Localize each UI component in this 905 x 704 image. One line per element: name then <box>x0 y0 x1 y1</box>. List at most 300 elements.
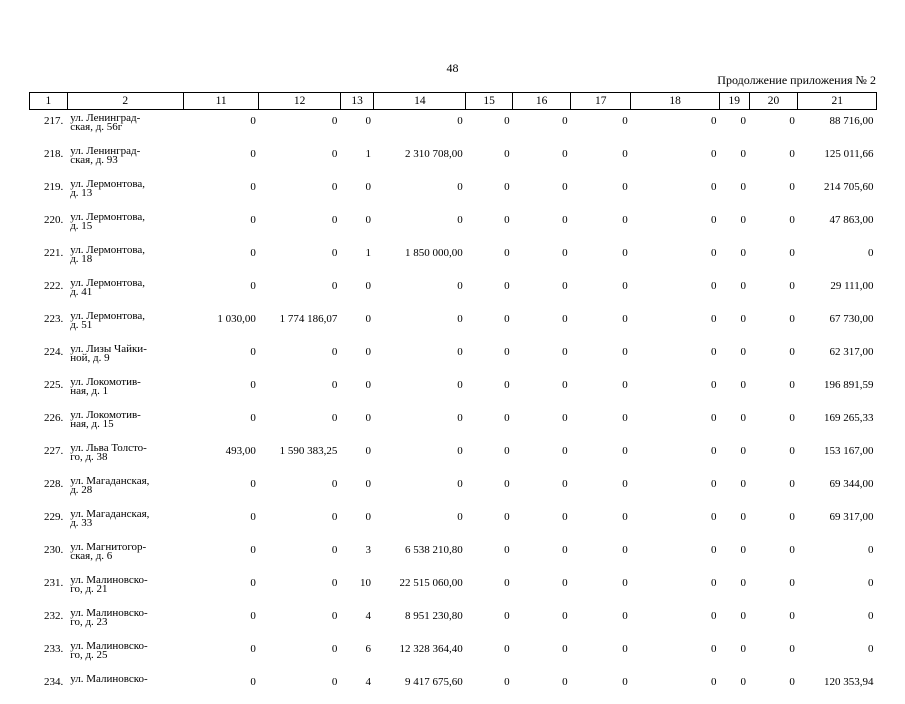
value-cell-col-16: 0 <box>513 275 571 308</box>
value-cell-col-20: 0 <box>749 374 798 407</box>
value-cell-col-21: 0 <box>798 539 877 572</box>
row-number: 217. <box>30 110 68 144</box>
value-cell-col-12: 0 <box>259 143 341 176</box>
value-cell-col-21: 169 265,33 <box>798 407 877 440</box>
address-cell <box>67 341 183 374</box>
value-cell-col-15: 0 <box>466 671 513 704</box>
value-cell-col-14: 6 538 210,80 <box>374 539 466 572</box>
value-cell-col-11: 0 <box>183 275 258 308</box>
value-cell-col-12: 0 <box>259 341 341 374</box>
table-row <box>30 275 877 308</box>
address-line: ул. Магаданская, <box>70 477 180 486</box>
value-cell-col-19: 0 <box>719 638 749 671</box>
value-cell-col-16: 0 <box>513 539 571 572</box>
value-cell-col-15: 0 <box>466 143 513 176</box>
value-cell-col-12: 0 <box>259 572 341 605</box>
value-cell-col-13: 6 <box>340 638 374 671</box>
value-cell-col-20: 0 <box>749 605 798 638</box>
table-row <box>30 176 877 209</box>
value-cell-col-19: 0 <box>719 209 749 242</box>
address-line: д. 15 <box>70 222 180 231</box>
value-cell-col-19: 0 <box>719 308 749 341</box>
value-cell-col-16: 0 <box>513 242 571 275</box>
value-cell-col-16: 0 <box>513 572 571 605</box>
value-cell-col-21: 196 891,59 <box>798 374 877 407</box>
value-cell-col-13: 0 <box>340 308 374 341</box>
value-cell-col-21: 62 317,00 <box>798 341 877 374</box>
value-cell-col-11: 0 <box>183 341 258 374</box>
value-cell-col-11: 0 <box>183 605 258 638</box>
address-line: ная, д. 15 <box>70 420 180 429</box>
value-cell-col-18: 0 <box>631 176 720 209</box>
table-row <box>30 638 877 671</box>
address-line: д. 33 <box>70 519 180 528</box>
value-cell-col-17: 0 <box>571 308 631 341</box>
value-cell-col-18: 0 <box>631 407 720 440</box>
value-cell-col-15: 0 <box>466 176 513 209</box>
value-cell-col-12: 0 <box>259 407 341 440</box>
table-row <box>30 308 877 341</box>
address-line: го, д. 38 <box>70 453 180 462</box>
value-cell-col-11: 0 <box>183 407 258 440</box>
address-line: д. 13 <box>70 189 180 198</box>
value-cell-col-17: 0 <box>571 407 631 440</box>
value-cell-col-19: 0 <box>719 242 749 275</box>
value-cell-col-16: 0 <box>513 374 571 407</box>
value-cell-col-17: 0 <box>571 506 631 539</box>
column-header: 16 <box>513 93 571 110</box>
value-cell-col-14: 0 <box>374 407 466 440</box>
address-line: ул. Лермонтова, <box>70 180 180 189</box>
address-cell <box>67 539 183 572</box>
continuation-label: Продолжение приложения № 2 <box>717 73 876 88</box>
value-cell-col-12: 0 <box>259 539 341 572</box>
column-header: 17 <box>571 93 631 110</box>
address-line: ул. Локомотив- <box>70 378 180 387</box>
table-row <box>30 605 877 638</box>
value-cell-col-13: 1 <box>340 242 374 275</box>
value-cell-col-17: 0 <box>571 473 631 506</box>
row-number: 228. <box>30 473 68 506</box>
address-line: ул. Малиновско- <box>70 576 180 585</box>
address-line: ул. Льва Толсто- <box>70 444 180 453</box>
row-number: 227. <box>30 440 68 473</box>
address-line: ул. Магаданская, <box>70 510 180 519</box>
appendix-table <box>29 92 877 704</box>
table-row <box>30 671 877 704</box>
value-cell-col-13: 0 <box>340 473 374 506</box>
value-cell-col-21: 214 705,60 <box>798 176 877 209</box>
value-cell-col-19: 0 <box>719 605 749 638</box>
value-cell-col-11: 0 <box>183 374 258 407</box>
row-number: 225. <box>30 374 68 407</box>
table-row <box>30 473 877 506</box>
value-cell-col-11: 0 <box>183 242 258 275</box>
value-cell-col-17: 0 <box>571 638 631 671</box>
value-cell-col-18: 0 <box>631 473 720 506</box>
value-cell-col-14: 0 <box>374 506 466 539</box>
value-cell-col-14: 0 <box>374 275 466 308</box>
table-row <box>30 440 877 473</box>
value-cell-col-12: 0 <box>259 506 341 539</box>
address-cell <box>67 440 183 473</box>
value-cell-col-21: 120 353,94 <box>798 671 877 704</box>
table-row <box>30 341 877 374</box>
address-line: ул. Лермонтова, <box>70 246 180 255</box>
table-header-row <box>30 93 877 110</box>
value-cell-col-17: 0 <box>571 671 631 704</box>
address-cell <box>67 176 183 209</box>
row-number: 229. <box>30 506 68 539</box>
value-cell-col-11: 0 <box>183 506 258 539</box>
value-cell-col-16: 0 <box>513 308 571 341</box>
value-cell-col-21: 69 344,00 <box>798 473 877 506</box>
address-cell <box>67 143 183 176</box>
value-cell-col-20: 0 <box>749 440 798 473</box>
column-header: 2 <box>67 93 183 110</box>
value-cell-col-17: 0 <box>571 539 631 572</box>
value-cell-col-18: 0 <box>631 638 720 671</box>
table-row <box>30 143 877 176</box>
value-cell-col-18: 0 <box>631 308 720 341</box>
address-cell <box>67 209 183 242</box>
row-number: 232. <box>30 605 68 638</box>
value-cell-col-14: 9 417 675,60 <box>374 671 466 704</box>
value-cell-col-13: 0 <box>340 110 374 144</box>
value-cell-col-19: 0 <box>719 143 749 176</box>
value-cell-col-17: 0 <box>571 275 631 308</box>
value-cell-col-18: 0 <box>631 440 720 473</box>
value-cell-col-11: 0 <box>183 473 258 506</box>
row-number: 222. <box>30 275 68 308</box>
value-cell-col-21: 69 317,00 <box>798 506 877 539</box>
value-cell-col-15: 0 <box>466 275 513 308</box>
row-number: 221. <box>30 242 68 275</box>
value-cell-col-14: 0 <box>374 110 466 144</box>
address-line: ул. Лермонтова, <box>70 279 180 288</box>
row-number: 223. <box>30 308 68 341</box>
value-cell-col-13: 0 <box>340 407 374 440</box>
value-cell-col-17: 0 <box>571 209 631 242</box>
value-cell-col-12: 1 590 383,25 <box>259 440 341 473</box>
address-cell <box>67 605 183 638</box>
value-cell-col-16: 0 <box>513 110 571 144</box>
value-cell-col-20: 0 <box>749 572 798 605</box>
value-cell-col-15: 0 <box>466 242 513 275</box>
value-cell-col-13: 1 <box>340 143 374 176</box>
value-cell-col-21: 0 <box>798 242 877 275</box>
value-cell-col-15: 0 <box>466 638 513 671</box>
value-cell-col-13: 4 <box>340 671 374 704</box>
value-cell-col-13: 0 <box>340 209 374 242</box>
address-cell <box>67 308 183 341</box>
value-cell-col-11: 0 <box>183 110 258 144</box>
value-cell-col-16: 0 <box>513 176 571 209</box>
value-cell-col-15: 0 <box>466 539 513 572</box>
row-number: 233. <box>30 638 68 671</box>
value-cell-col-13: 10 <box>340 572 374 605</box>
value-cell-col-14: 1 850 000,00 <box>374 242 466 275</box>
table-row <box>30 407 877 440</box>
value-cell-col-12: 0 <box>259 209 341 242</box>
value-cell-col-14: 0 <box>374 440 466 473</box>
value-cell-col-14: 0 <box>374 176 466 209</box>
value-cell-col-19: 0 <box>719 407 749 440</box>
value-cell-col-13: 0 <box>340 506 374 539</box>
column-header: 21 <box>798 93 877 110</box>
value-cell-col-14: 8 951 230,80 <box>374 605 466 638</box>
column-header: 18 <box>631 93 720 110</box>
value-cell-col-20: 0 <box>749 209 798 242</box>
value-cell-col-19: 0 <box>719 671 749 704</box>
address-line: ул. Ленинград- <box>70 147 180 156</box>
address-line: ул. Лермонтова, <box>70 213 180 222</box>
value-cell-col-19: 0 <box>719 176 749 209</box>
value-cell-col-19: 0 <box>719 572 749 605</box>
value-cell-col-17: 0 <box>571 605 631 638</box>
value-cell-col-21: 153 167,00 <box>798 440 877 473</box>
value-cell-col-19: 0 <box>719 539 749 572</box>
column-header: 19 <box>719 93 749 110</box>
value-cell-col-18: 0 <box>631 671 720 704</box>
address-cell <box>67 506 183 539</box>
value-cell-col-14: 0 <box>374 209 466 242</box>
value-cell-col-19: 0 <box>719 341 749 374</box>
value-cell-col-15: 0 <box>466 308 513 341</box>
value-cell-col-18: 0 <box>631 110 720 144</box>
value-cell-col-15: 0 <box>466 407 513 440</box>
value-cell-col-14: 0 <box>374 374 466 407</box>
value-cell-col-11: 493,00 <box>183 440 258 473</box>
address-line: ная, д. 1 <box>70 387 180 396</box>
value-cell-col-11: 1 030,00 <box>183 308 258 341</box>
row-number: 231. <box>30 572 68 605</box>
table-row <box>30 110 877 144</box>
column-header: 20 <box>749 93 798 110</box>
value-cell-col-18: 0 <box>631 275 720 308</box>
row-number: 218. <box>30 143 68 176</box>
address-line: д. 28 <box>70 486 180 495</box>
value-cell-col-14: 0 <box>374 308 466 341</box>
value-cell-col-18: 0 <box>631 143 720 176</box>
value-cell-col-14: 0 <box>374 473 466 506</box>
address-line: ул. Лизы Чайки- <box>70 345 180 354</box>
value-cell-col-14: 2 310 708,00 <box>374 143 466 176</box>
row-number: 230. <box>30 539 68 572</box>
value-cell-col-16: 0 <box>513 671 571 704</box>
value-cell-col-18: 0 <box>631 341 720 374</box>
value-cell-col-18: 0 <box>631 506 720 539</box>
address-line: д. 51 <box>70 321 180 330</box>
value-cell-col-17: 0 <box>571 176 631 209</box>
value-cell-col-15: 0 <box>466 473 513 506</box>
value-cell-col-15: 0 <box>466 572 513 605</box>
value-cell-col-12: 1 774 186,07 <box>259 308 341 341</box>
value-cell-col-12: 0 <box>259 242 341 275</box>
address-line: д. 18 <box>70 255 180 264</box>
address-line: го, д. 21 <box>70 585 180 594</box>
value-cell-col-15: 0 <box>466 605 513 638</box>
column-header: 15 <box>466 93 513 110</box>
column-header: 1 <box>30 93 68 110</box>
table-row <box>30 374 877 407</box>
value-cell-col-21: 0 <box>798 572 877 605</box>
address-cell <box>67 671 183 704</box>
value-cell-col-16: 0 <box>513 440 571 473</box>
value-cell-col-14: 12 328 364,40 <box>374 638 466 671</box>
address-cell <box>67 275 183 308</box>
column-header: 12 <box>259 93 341 110</box>
value-cell-col-11: 0 <box>183 176 258 209</box>
value-cell-col-14: 0 <box>374 341 466 374</box>
value-cell-col-13: 4 <box>340 605 374 638</box>
value-cell-col-21: 0 <box>798 638 877 671</box>
value-cell-col-18: 0 <box>631 374 720 407</box>
address-line: ул. Локомотив- <box>70 411 180 420</box>
table-row <box>30 572 877 605</box>
value-cell-col-13: 0 <box>340 374 374 407</box>
value-cell-col-20: 0 <box>749 671 798 704</box>
value-cell-col-20: 0 <box>749 242 798 275</box>
value-cell-col-12: 0 <box>259 275 341 308</box>
value-cell-col-12: 0 <box>259 638 341 671</box>
value-cell-col-15: 0 <box>466 341 513 374</box>
value-cell-col-19: 0 <box>719 374 749 407</box>
value-cell-col-21: 67 730,00 <box>798 308 877 341</box>
row-number: 226. <box>30 407 68 440</box>
table-row <box>30 539 877 572</box>
value-cell-col-20: 0 <box>749 638 798 671</box>
value-cell-col-11: 0 <box>183 209 258 242</box>
value-cell-col-12: 0 <box>259 110 341 144</box>
address-line: ская, д. 6 <box>70 552 180 561</box>
value-cell-col-18: 0 <box>631 242 720 275</box>
address-line: ул. Малиновско- <box>70 675 180 684</box>
value-cell-col-20: 0 <box>749 275 798 308</box>
table-body <box>30 110 877 704</box>
value-cell-col-16: 0 <box>513 407 571 440</box>
row-number: 234. <box>30 671 68 704</box>
address-cell <box>67 473 183 506</box>
value-cell-col-16: 0 <box>513 143 571 176</box>
address-cell <box>67 110 183 144</box>
value-cell-col-13: 3 <box>340 539 374 572</box>
value-cell-col-13: 0 <box>340 440 374 473</box>
value-cell-col-21: 88 716,00 <box>798 110 877 144</box>
row-number: 224. <box>30 341 68 374</box>
value-cell-col-15: 0 <box>466 440 513 473</box>
value-cell-col-15: 0 <box>466 374 513 407</box>
address-line: го, д. 23 <box>70 618 180 627</box>
table-row <box>30 242 877 275</box>
value-cell-col-20: 0 <box>749 176 798 209</box>
table-row <box>30 209 877 242</box>
address-line: ская, д. 93 <box>70 156 180 165</box>
value-cell-col-16: 0 <box>513 473 571 506</box>
value-cell-col-13: 0 <box>340 275 374 308</box>
value-cell-col-17: 0 <box>571 143 631 176</box>
value-cell-col-21: 47 863,00 <box>798 209 877 242</box>
value-cell-col-12: 0 <box>259 605 341 638</box>
value-cell-col-18: 0 <box>631 539 720 572</box>
value-cell-col-17: 0 <box>571 242 631 275</box>
address-cell <box>67 407 183 440</box>
column-header: 14 <box>374 93 466 110</box>
value-cell-col-13: 0 <box>340 176 374 209</box>
column-header: 13 <box>340 93 374 110</box>
value-cell-col-11: 0 <box>183 671 258 704</box>
address-line: ул. Малиновско- <box>70 609 180 618</box>
value-cell-col-16: 0 <box>513 506 571 539</box>
value-cell-col-14: 22 515 060,00 <box>374 572 466 605</box>
column-header: 11 <box>183 93 258 110</box>
address-line: ул. Ленинград- <box>70 114 180 123</box>
value-cell-col-18: 0 <box>631 605 720 638</box>
address-line: д. 41 <box>70 288 180 297</box>
value-cell-col-17: 0 <box>571 440 631 473</box>
address-cell <box>67 374 183 407</box>
value-cell-col-20: 0 <box>749 539 798 572</box>
value-cell-col-18: 0 <box>631 209 720 242</box>
row-number: 219. <box>30 176 68 209</box>
value-cell-col-12: 0 <box>259 671 341 704</box>
value-cell-col-11: 0 <box>183 638 258 671</box>
value-cell-col-15: 0 <box>466 110 513 144</box>
value-cell-col-11: 0 <box>183 539 258 572</box>
value-cell-col-16: 0 <box>513 605 571 638</box>
table-row <box>30 506 877 539</box>
value-cell-col-20: 0 <box>749 473 798 506</box>
value-cell-col-16: 0 <box>513 638 571 671</box>
address-cell <box>67 572 183 605</box>
address-line: го, д. 25 <box>70 651 180 660</box>
address-line: ул. Лермонтова, <box>70 312 180 321</box>
value-cell-col-20: 0 <box>749 308 798 341</box>
value-cell-col-20: 0 <box>749 341 798 374</box>
value-cell-col-12: 0 <box>259 176 341 209</box>
value-cell-col-19: 0 <box>719 440 749 473</box>
value-cell-col-17: 0 <box>571 572 631 605</box>
value-cell-col-16: 0 <box>513 341 571 374</box>
address-line: ной, д. 9 <box>70 354 180 363</box>
value-cell-col-20: 0 <box>749 506 798 539</box>
value-cell-col-21: 29 111,00 <box>798 275 877 308</box>
address-cell <box>67 242 183 275</box>
value-cell-col-17: 0 <box>571 341 631 374</box>
value-cell-col-11: 0 <box>183 143 258 176</box>
value-cell-col-15: 0 <box>466 209 513 242</box>
address-line: ул. Магнитогор- <box>70 543 180 552</box>
value-cell-col-19: 0 <box>719 473 749 506</box>
value-cell-col-17: 0 <box>571 374 631 407</box>
value-cell-col-15: 0 <box>466 506 513 539</box>
address-cell <box>67 638 183 671</box>
value-cell-col-20: 0 <box>749 143 798 176</box>
value-cell-col-19: 0 <box>719 275 749 308</box>
value-cell-col-21: 125 011,66 <box>798 143 877 176</box>
value-cell-col-11: 0 <box>183 572 258 605</box>
value-cell-col-12: 0 <box>259 473 341 506</box>
value-cell-col-17: 0 <box>571 110 631 144</box>
value-cell-col-20: 0 <box>749 110 798 144</box>
value-cell-col-16: 0 <box>513 209 571 242</box>
row-number: 220. <box>30 209 68 242</box>
value-cell-col-20: 0 <box>749 407 798 440</box>
value-cell-col-21: 0 <box>798 605 877 638</box>
address-line: ул. Малиновско- <box>70 642 180 651</box>
value-cell-col-19: 0 <box>719 110 749 144</box>
page-number: 48 <box>0 61 905 76</box>
